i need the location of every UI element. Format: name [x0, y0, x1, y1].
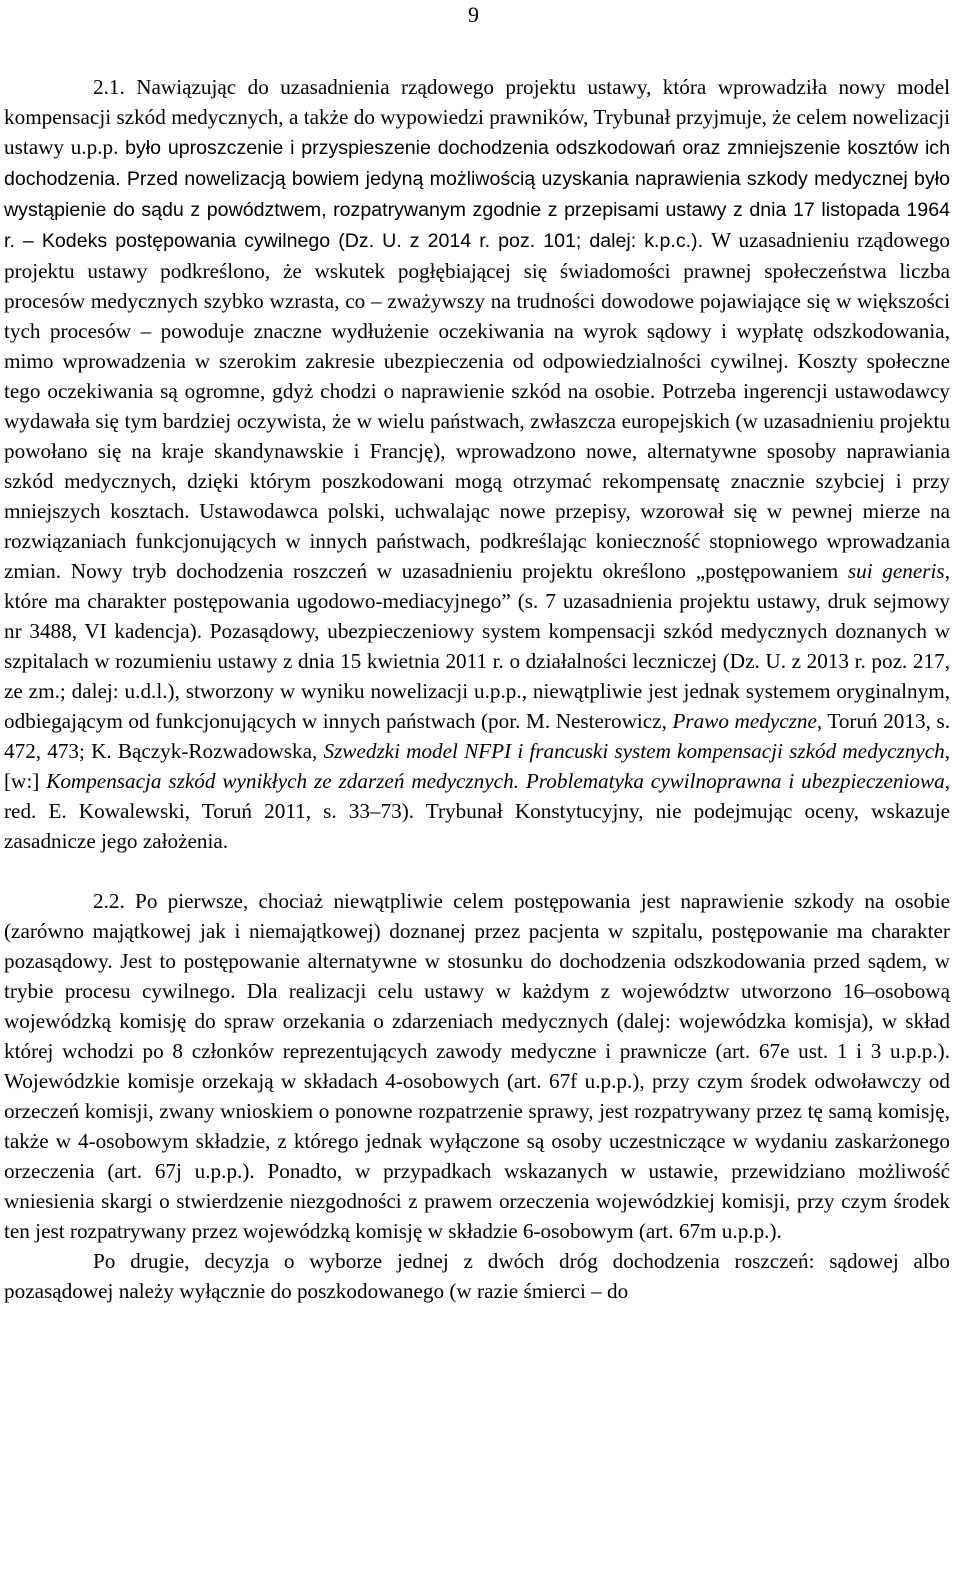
paragraph-2-1-body: W uzasadnieniu rządowego projektu ustawy podkreślono, że wskutek pogłębiającej się świadomości prawnej społeczeństwa liczba procesów medycznych szybko wzrasta, co – zważywszy na trudności dowodowe pojawiające się w większości tych procesów – powoduje znaczne wydłużenie oczekiwania na wyrok sądowy i wypłatę odszkodowania, mimo wprowadzenia w szerokim zakresie ubezpieczenia od odpowiedzialności cywilnej. Koszty społeczne tego oczekiwania są ogromne, gdyż chodzi o naprawienie szkód na osobie. Potrzeba ingerencji ustawodawcy wydawała się tym bardziej oczywista, że w wielu państwach, zwłaszcza europejskich (w uzasadnieniu projektu powołano się na kraje skandynawskie i Francję), wprowadzono nowe, alternatywne sposoby naprawiania szkód medycznych, dzięki którym poszkodowani mogą otrzymać rekompensatę znacznie szybciej i przy mniejszych kosztach. Ustawodawca polski, uchwalając nowe przepisy, wzorował się w pewnej mierze na rozwiązaniach funkcjonujących w innych państwach, podkreślając konieczność stopniowego wprowadzania zmian. Nowy tryb dochodzenia roszczeń w uzasadnieniu projektu określono „postępowaniem [4, 228, 950, 583]
paragraph-2-2: 2.2. Po pierwsze, chociaż niewątpliwie celem postępowania jest naprawienie szkody na osobie (zarówno majątkowej jak i niemajątkowej) doznanej przez pacjenta w szpitalu, postępowanie ma charakter pozasądowy. Jest to postępowanie alternatywne w stosunku do dochodzenia odszkodowania przed sądem, w trybie procesu cywilnego. Dla realizacji celu ustawy w każdym z województw utworzono 16–osobową wojewódzką komisję do spraw orzekania o zdarzeniach medycznych (dalej: wojewódzka komisja), w skład której wchodzi po 8 członków reprezentujących zawody medyczne i prawnicze (art. 67e ust. 1 i 3 u.p.p.). Wojewódzkie komisje orzekają w składach 4-osobowych (art. 67f u.p.p.), przy czym środek odwoławczy od orzeczeń komisji, zwany wnioskiem o ponowne rozpatrzenie sprawy, jest rozpatrywany przez tę samą komisję, także w 4-osobowym składzie, z którego jednak wyłączone są osoby uczestniczące w wydaniu zaskarżonego orzeczenia (art. 67j u.p.p.). Ponadto, w przypadkach wskazanych w ustawie, przewidziano możliwość wniesienia skargi o stwierdzenie niezgodności z prawem orzeczenia wojewódzkiej komisji, przy czym środek ten jest rozpatrywany przez wojewódzką komisję w składzie 6-osobowym (art. 67m u.p.p.). [4, 889, 950, 1243]
paragraph-po-drugie: Po drugie, decyzja o wyborze jednej z dwóch dróg dochodzenia roszczeń: sądowej albo pozasądowej należy wyłącznie do poszkodowanego (w razie śmierci – do [4, 1249, 950, 1303]
paragraph-2-1-end: , red. E. Kowalewski, Toruń 2011, s. 33–73). Trybunał Konstytucyjny, nie podejmując oceny, wskazuje zasadnicze jego założenia. [4, 769, 950, 853]
citation-title-3: Kompensacja szkód wynikłych ze zdarzeń medycznych. Problematyka cywilnoprawna i ubezpieczeniowa [46, 769, 945, 793]
paragraph-2-1-intro: 2.1. Nawiązując do uzasadnienia rządowego projektu ustawy, która wprowadziła nowy model kompensacji szkód medycznych, a także do wypowiedzi prawników, Trybunał przyjmuje, że celem nowelizacji ustawy u.p.p. [4, 75, 950, 159]
paragraph-2-1-purpose: było uproszczenie i przyspieszenie dochodzenia odszkodowań oraz zmniejszenie kosztów ich dochodzenia. Przed nowelizacją bowiem jedyną możliwością uzyskania naprawienia szkody medycznej było wystąpienie do sądu z powództwem, rozpatrywanym zgodnie z przepisami ustawy z dnia 17 listopada 1964 r. – Kodeks postępowania cywilnego (Dz. U. z 2014 r. poz. 101; dalej: k.p.c.). [4, 137, 950, 252]
citation-text-1: , Toruń 2013, s. 472, 473; K. Bączyk-Rozwadowska, [4, 709, 950, 763]
document-body [4, 72, 950, 1306]
latin-term: sui generis [847, 559, 945, 583]
citation-title-2: Szwedzki model NFPI i francuski system kompensacji szkód medycznych, [323, 739, 951, 763]
page-number: 9 [468, 2, 479, 27]
citation-title-1: Prawo medyczne [672, 709, 817, 733]
paragraph-2-1-body-cont: , które ma charakter postępowania ugodowo-mediacyjnego” (s. 7 uzasadnienia projektu ustawy, druk sejmowy nr 3488, VI kadencja). Pozasądowy, ubezpieczeniowy system kompensacji szkód medycznych doznanych w szpitalach w rozumieniu ustawy z dnia 15 kwietnia 2011 r. o działalności leczniczej (Dz. U. z 2013 r. poz. 217, ze zm.; dalej: u.d.l.), stworzony w wyniku nowelizacji u.p.p., niewątpliwie jest jednak systemem oryginalnym, odbiegającym od funkcjonujących w innych państwach (por. M. Nesterowicz, [4, 559, 950, 733]
citation-text-2: [w:] [4, 769, 47, 793]
paragraph-2-1 [4, 72, 950, 856]
